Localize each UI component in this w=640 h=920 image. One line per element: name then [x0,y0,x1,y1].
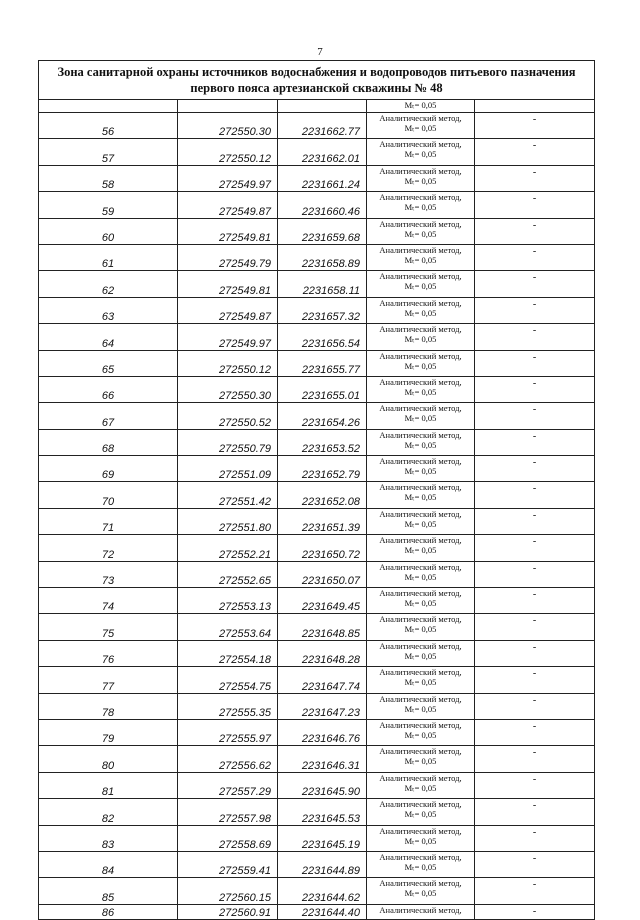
page-number: 7 [317,46,323,58]
table-row [39,297,595,323]
method-cell [367,244,475,270]
coordinate-y: 2231644.89 [278,851,367,877]
method-label: Аналитический метод, [379,508,462,519]
description-cell: - [475,588,595,614]
method-label: Аналитический метод, [379,535,462,546]
description-cell: - [475,350,595,376]
table-row [39,376,595,402]
accuracy-label: Mₜ= 0,05 [404,650,437,661]
accuracy-label: Mₜ= 0,05 [404,307,437,318]
accuracy-label: Mₜ= 0,05 [404,281,437,292]
accuracy-label: Mₜ= 0,05 [404,466,437,477]
description-cell: - [475,561,595,587]
accuracy-label: Mₜ= 0,05 [404,386,437,397]
method-label: Аналитический метод, [379,588,462,599]
cell-empty [178,100,278,113]
table-row [39,165,595,191]
coordinate-x: 272549.81 [178,271,278,297]
accuracy-cell: Mₜ= 0,05 [367,100,475,113]
point-number: 86 [39,904,178,919]
coordinate-y: 2231644.40 [278,904,367,919]
method-label: Аналитический метод, [379,139,462,150]
point-number: 63 [39,297,178,323]
cell-empty [39,100,178,113]
method-cell [367,482,475,508]
method-cell [367,640,475,666]
coordinate-x: 272560.91 [178,904,278,919]
description-cell: - [475,324,595,350]
coordinate-y: 2231648.85 [278,614,367,640]
description-cell: - [475,403,595,429]
method-label: Аналитический метод, [379,429,462,440]
method-label: Аналитический метод, [379,693,462,704]
point-number: 62 [39,271,178,297]
coordinate-y: 2231652.08 [278,482,367,508]
coordinate-y: 2231650.07 [278,561,367,587]
method-cell [367,772,475,798]
point-number: 82 [39,799,178,825]
method-label: Аналитический метод, [379,825,462,836]
coordinate-y: 2231647.74 [278,667,367,693]
point-number: 72 [39,535,178,561]
method-cell [367,588,475,614]
title-line-2: первого пояса артезианской скважины № 48 [190,81,443,95]
method-cell [367,799,475,825]
accuracy-label: Mₜ= 0,05 [404,677,437,688]
point-number: 75 [39,614,178,640]
coordinate-y: 2231646.31 [278,746,367,772]
description-cell: - [475,799,595,825]
coordinate-y: 2231658.89 [278,244,367,270]
point-number: 58 [39,165,178,191]
table-row [39,218,595,244]
point-number: 80 [39,746,178,772]
description-cell: - [475,746,595,772]
accuracy-label: Mₜ= 0,05 [404,861,437,872]
coordinate-y: 2231655.01 [278,376,367,402]
table-row [39,878,595,904]
method-cell [367,113,475,139]
method-cell [367,825,475,851]
method-label: Аналитический метод, [379,878,462,889]
coordinate-y: 2231662.01 [278,139,367,165]
description-cell: - [475,719,595,745]
table-row [39,719,595,745]
coordinate-x: 272550.30 [178,113,278,139]
point-number: 64 [39,324,178,350]
method-label: Аналитический метод, [379,244,462,255]
accuracy-label: Mₜ= 0,05 [404,175,437,186]
description-cell: - [475,772,595,798]
description-cell: - [475,218,595,244]
coordinate-x: 272549.79 [178,244,278,270]
method-cell [367,508,475,534]
accuracy-label: Mₜ= 0,05 [404,439,437,450]
coordinate-y: 2231654.26 [278,403,367,429]
table-row [39,799,595,825]
method-label: Аналитический метод, [379,456,462,467]
coordinate-x: 272551.42 [178,482,278,508]
method-label: Аналитический метод, [379,350,462,361]
point-number: 59 [39,192,178,218]
coordinate-y: 2231645.19 [278,825,367,851]
table-row [39,535,595,561]
method-label: Аналитический метод, [379,482,462,493]
accuracy-label: Mₜ= 0,05 [404,703,437,714]
continuation-row [39,100,595,113]
coordinate-x: 272554.75 [178,667,278,693]
method-label: Аналитический метод, [379,640,462,651]
method-label: Аналитический метод, [379,719,462,730]
accuracy-label: Mₜ= 0,05 [404,888,437,899]
coordinate-x: 272549.87 [178,192,278,218]
method-cell [367,324,475,350]
accuracy-label: Mₜ= 0,05 [404,729,437,740]
accuracy-label: Mₜ= 0,05 [404,782,437,793]
table-row [39,113,595,139]
accuracy-label: Mₜ= 0,05 [404,835,437,846]
method-label: Аналитический метод, [379,667,462,678]
table-body [39,61,595,920]
description-cell: - [475,271,595,297]
coordinate-y: 2231652.79 [278,456,367,482]
point-number: 84 [39,851,178,877]
method-label: Аналитический метод, [379,324,462,335]
description-cell: - [475,904,595,919]
method-cell [367,165,475,191]
coordinate-x: 272554.18 [178,640,278,666]
method-cell [367,271,475,297]
method-cell [367,851,475,877]
point-number: 57 [39,139,178,165]
coordinate-y: 2231657.32 [278,297,367,323]
point-number: 71 [39,508,178,534]
table-row [39,693,595,719]
coordinate-x: 272556.62 [178,746,278,772]
coordinate-y: 2231660.46 [278,192,367,218]
description-cell: - [475,192,595,218]
description-cell: - [475,113,595,139]
method-cell [367,297,475,323]
accuracy-label: Mₜ= 0,05 [404,202,437,213]
coordinate-y: 2231650.72 [278,535,367,561]
method-cell [367,403,475,429]
accuracy-label: Mₜ= 0,05 [404,571,437,582]
method-label: Аналитический метод, [379,561,462,572]
description-cell: - [475,535,595,561]
method-label: Аналитический метод, [379,376,462,387]
point-number: 81 [39,772,178,798]
coordinate-x: 272550.52 [178,403,278,429]
method-cell [367,218,475,244]
coordinate-x: 272550.12 [178,350,278,376]
table-row [39,561,595,587]
method-label: Аналитический метод, [379,165,462,176]
point-number: 70 [39,482,178,508]
coordinate-x: 272549.87 [178,297,278,323]
method-cell [367,139,475,165]
accuracy-label: Mₜ= 0,05 [404,598,437,609]
accuracy-label: Mₜ= 0,05 [404,492,437,503]
point-number: 73 [39,561,178,587]
point-number: 60 [39,218,178,244]
table-row [39,508,595,534]
method-cell [367,904,475,919]
coordinate-x: 272555.35 [178,693,278,719]
description-cell: - [475,165,595,191]
method-cell [367,561,475,587]
point-number: 85 [39,878,178,904]
coordinate-x: 272557.98 [178,799,278,825]
cell-empty [475,100,595,113]
table-row [39,429,595,455]
point-number: 61 [39,244,178,270]
coordinate-x: 272560.15 [178,878,278,904]
description-cell: - [475,297,595,323]
coordinate-x: 272559.41 [178,851,278,877]
point-number: 56 [39,113,178,139]
coordinate-x: 272553.13 [178,588,278,614]
coordinate-x: 272550.30 [178,376,278,402]
method-label: Аналитический метод, [379,746,462,757]
point-number: 74 [39,588,178,614]
coordinate-x: 272553.64 [178,614,278,640]
point-number: 69 [39,456,178,482]
table-row-last [39,904,595,919]
method-cell [367,878,475,904]
description-cell: - [475,482,595,508]
description-cell: - [475,640,595,666]
accuracy-label: Mₜ= 0,05 [404,360,437,371]
coordinate-y: 2231655.77 [278,350,367,376]
title-line-1: Зона санитарной охраны источников водоснабжения и водопроводов питьевого пазначения [57,65,576,79]
coordinate-y: 2231656.54 [278,324,367,350]
accuracy-label: Mₜ= 0,05 [404,413,437,424]
coordinate-x: 272557.29 [178,772,278,798]
accuracy-label: Mₜ= 0,05 [404,149,437,160]
method-label: Аналитический метод, [379,218,462,229]
table-title [39,61,595,100]
method-cell [367,667,475,693]
coordinate-y: 2231659.68 [278,218,367,244]
coordinate-x: 272550.12 [178,139,278,165]
description-cell: - [475,508,595,534]
point-number: 76 [39,640,178,666]
coordinate-y: 2231646.76 [278,719,367,745]
table-row [39,350,595,376]
method-label: Аналитический метод, [379,904,462,915]
coordinate-x: 272549.97 [178,324,278,350]
coordinate-y: 2231645.90 [278,772,367,798]
coordinate-x: 272552.65 [178,561,278,587]
coordinate-x: 272549.97 [178,165,278,191]
coordinate-y: 2231647.23 [278,693,367,719]
point-number: 78 [39,693,178,719]
table-row [39,403,595,429]
description-cell: - [475,825,595,851]
table-row [39,192,595,218]
method-cell [367,456,475,482]
cell-empty [278,100,367,113]
point-number: 83 [39,825,178,851]
method-cell [367,693,475,719]
description-cell: - [475,376,595,402]
coordinate-y: 2231662.77 [278,113,367,139]
method-label: Аналитический метод, [379,297,462,308]
method-label: Аналитический метод, [379,113,462,123]
method-cell [367,719,475,745]
point-number: 79 [39,719,178,745]
table-row [39,772,595,798]
table-row [39,746,595,772]
accuracy-label: Mₜ= 0,05 [404,545,437,556]
point-number: 65 [39,350,178,376]
coordinate-y: 2231649.45 [278,588,367,614]
coordinate-x: 272555.97 [178,719,278,745]
description-cell: - [475,244,595,270]
coordinate-y: 2231653.52 [278,429,367,455]
table-row [39,640,595,666]
description-cell: - [475,614,595,640]
coordinate-y: 2231648.28 [278,640,367,666]
method-label: Аналитический метод, [379,772,462,783]
coordinate-y: 2231645.53 [278,799,367,825]
coordinate-x: 272549.81 [178,218,278,244]
description-cell: - [475,429,595,455]
point-number: 77 [39,667,178,693]
coordinate-x: 272552.21 [178,535,278,561]
point-number: 68 [39,429,178,455]
coordinate-x: 272558.69 [178,825,278,851]
method-cell [367,429,475,455]
method-cell [367,614,475,640]
coordinate-x: 272551.09 [178,456,278,482]
method-label: Аналитический метод, [379,403,462,414]
coordinate-y: 2231661.24 [278,165,367,191]
accuracy-label: Mₜ= 0,05 [404,624,437,635]
accuracy-label: Mₜ= 0,05 [404,809,437,820]
table-row [39,588,595,614]
coordinate-x: 272550.79 [178,429,278,455]
accuracy-label: Mₜ= 0,05 [404,123,437,133]
accuracy-label: Mₜ= 0,05 [404,254,437,265]
table-row [39,456,595,482]
accuracy-label: Mₜ= 0,05 [404,334,437,345]
coordinates-table [38,60,595,920]
accuracy-label: Mₜ= 0,05 [404,756,437,767]
coordinate-y: 2231658.11 [278,271,367,297]
description-cell: - [475,139,595,165]
table-row [39,667,595,693]
coordinate-x: 272551.80 [178,508,278,534]
method-cell [367,376,475,402]
description-cell: - [475,693,595,719]
table-row [39,482,595,508]
method-label: Аналитический метод, [379,799,462,810]
table-row [39,271,595,297]
point-number: 66 [39,376,178,402]
method-label: Аналитический метод, [379,614,462,625]
table-row [39,324,595,350]
method-cell [367,746,475,772]
description-cell: - [475,456,595,482]
point-number: 67 [39,403,178,429]
coordinate-y: 2231644.62 [278,878,367,904]
coordinate-y: 2231651.39 [278,508,367,534]
table-title-row [39,61,595,100]
table-row [39,244,595,270]
method-label: Аналитический метод, [379,851,462,862]
description-cell: - [475,851,595,877]
accuracy-label: Mₜ= 0,05 [404,228,437,239]
description-cell: - [475,878,595,904]
table-row [39,139,595,165]
table-row [39,851,595,877]
table-row [39,614,595,640]
method-cell [367,535,475,561]
accuracy-label: Mₜ= 0,05 [404,518,437,529]
description-cell: - [475,667,595,693]
method-label: Аналитический метод, [379,192,462,203]
method-cell [367,350,475,376]
table-row [39,825,595,851]
method-cell [367,192,475,218]
method-label: Аналитический метод, [379,271,462,282]
